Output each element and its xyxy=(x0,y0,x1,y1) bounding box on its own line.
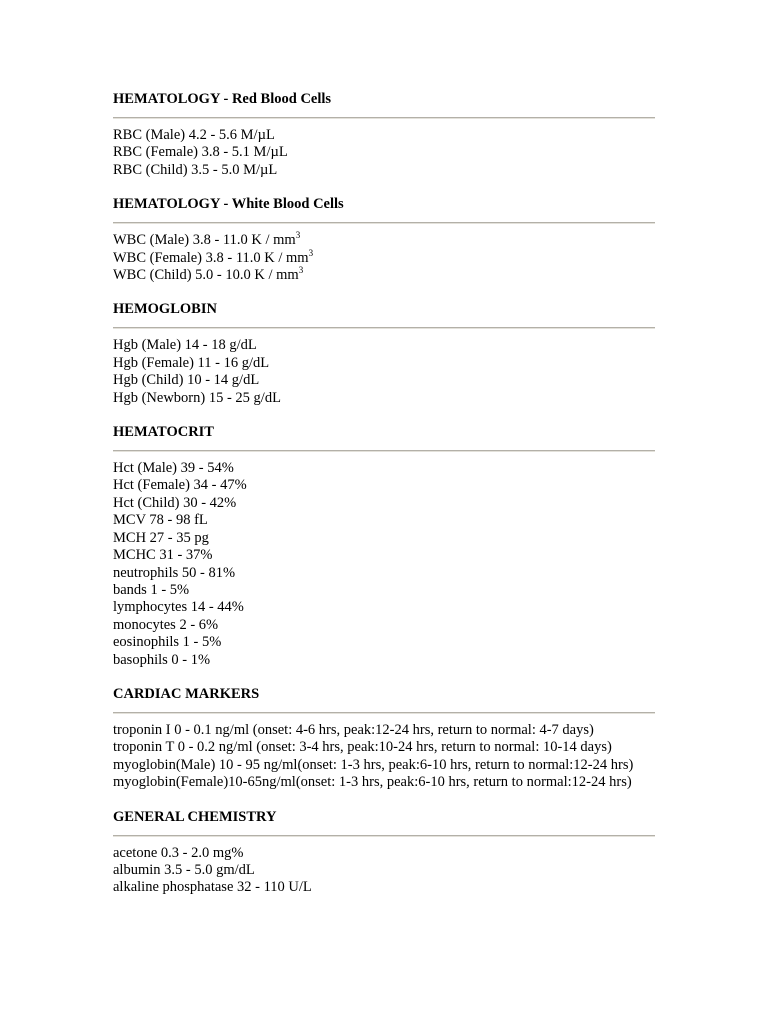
section-divider xyxy=(113,450,655,452)
document-page xyxy=(113,90,655,913)
reference-range-text: alkaline phosphatase 32 - 110 U/L xyxy=(113,879,312,896)
reference-range-text: WBC (Female) 3.8 - 11.0 K / mm xyxy=(113,249,309,266)
reference-range-text: Hgb (Male) 14 - 18 g/dL xyxy=(113,337,257,354)
list-item xyxy=(113,774,655,791)
reference-range-text: RBC (Male) 4.2 - 5.6 M/µL xyxy=(113,127,275,143)
section-title: HEMATOLOGY - White Blood Cells xyxy=(113,196,344,213)
list-item xyxy=(113,495,655,512)
value-list xyxy=(113,127,655,179)
section-title: GENERAL CHEMISTRY xyxy=(113,808,277,825)
reference-range-text: albumin 3.5 - 5.0 gm/dL xyxy=(113,861,255,878)
value-list xyxy=(113,232,655,284)
list-item xyxy=(113,162,655,179)
list-item xyxy=(113,617,655,634)
list-item xyxy=(113,247,655,267)
reference-range-text: MCH 27 - 35 pg xyxy=(113,529,209,546)
list-item xyxy=(113,582,655,599)
value-list xyxy=(113,460,655,669)
reference-range-text: Hct (Female) 34 - 47% xyxy=(113,477,247,494)
list-item xyxy=(113,722,655,739)
reference-range-text: lymphocytes 14 - 44% xyxy=(113,599,244,616)
reference-range-text: RBC (Child) 3.5 - 5.0 M/µL xyxy=(113,161,278,178)
value-list xyxy=(113,337,655,407)
reference-range-text: Hgb (Child) 10 - 14 g/dL xyxy=(113,372,260,389)
section xyxy=(113,808,655,897)
unit-superscript: 3 xyxy=(308,247,314,258)
list-item xyxy=(113,355,655,372)
reference-range-text: RBC (Female) 3.8 - 5.1 M/µL xyxy=(113,144,288,161)
list-item xyxy=(113,530,655,547)
reference-range-text: myoglobin(Female)10-65ng/ml(onset: 1-3 hrs, peak:6-10 hrs, return to normal:12-24 hrs) xyxy=(113,774,632,791)
reference-range-text: bands 1 - 5% xyxy=(113,581,190,598)
section-title: HEMATOLOGY - Red Blood Cells xyxy=(113,91,332,107)
section-divider xyxy=(113,712,655,714)
section xyxy=(113,300,655,407)
list-item xyxy=(113,512,655,529)
reference-range-text: monocytes 2 - 6% xyxy=(113,616,219,633)
unit-superscript: 3 xyxy=(298,265,304,276)
list-item xyxy=(113,460,655,477)
value-list xyxy=(113,845,655,897)
reference-range-text: WBC (Male) 3.8 - 11.0 K / mm xyxy=(113,232,296,249)
section-title: HEMATOCRIT xyxy=(113,424,214,441)
reference-range-text: basophils 0 - 1% xyxy=(113,651,211,668)
list-item xyxy=(113,477,655,494)
reference-range-text: Hgb (Newborn) 15 - 25 g/dL xyxy=(113,389,281,406)
list-item xyxy=(113,757,655,774)
list-item xyxy=(113,565,655,582)
reference-range-text: acetone 0.3 - 2.0 mg% xyxy=(113,844,244,861)
reference-range-text: MCV 78 - 98 fL xyxy=(113,512,208,529)
section-divider xyxy=(113,327,655,329)
reference-range-text: troponin T 0 - 0.2 ng/ml (onset: 3-4 hrs, peak:10-24 hrs, return to normal: 10-14 days) xyxy=(113,739,612,756)
list-item xyxy=(113,372,655,389)
list-item xyxy=(113,879,655,896)
value-list xyxy=(113,722,655,792)
list-item xyxy=(113,634,655,651)
list-item xyxy=(113,599,655,616)
section-divider xyxy=(113,222,655,224)
unit-superscript: 3 xyxy=(295,230,301,241)
section xyxy=(113,423,655,669)
list-item xyxy=(113,739,655,756)
section-divider xyxy=(113,835,655,837)
reference-range-text: Hct (Male) 39 - 54% xyxy=(113,460,234,477)
reference-range-text: eosinophils 1 - 5% xyxy=(113,634,222,651)
section xyxy=(113,685,655,792)
list-item xyxy=(113,845,655,862)
reference-range-text: MCHC 31 - 37% xyxy=(113,547,213,564)
list-item xyxy=(113,862,655,879)
list-item xyxy=(113,232,655,249)
list-item xyxy=(113,144,655,161)
list-item xyxy=(113,652,655,669)
section-title: HEMOGLOBIN xyxy=(113,301,217,318)
reference-range-text: myoglobin(Male) 10 - 95 ng/ml(onset: 1-3 hrs, peak:6-10 hrs, return to normal:12-24 hrs) xyxy=(113,756,634,773)
list-item xyxy=(113,337,655,354)
reference-range-text: Hgb (Female) 11 - 16 g/dL xyxy=(113,354,270,371)
section-title: CARDIAC MARKERS xyxy=(113,685,260,702)
reference-range-text: WBC (Child) 5.0 - 10.0 K / mm xyxy=(113,267,299,284)
reference-range-text: troponin I 0 - 0.1 ng/ml (onset: 4-6 hrs, peak:12-24 hrs, return to normal: 4-7 days) xyxy=(113,721,594,738)
reference-range-text: Hct (Child) 30 - 42% xyxy=(113,494,237,511)
section xyxy=(113,90,655,179)
list-item xyxy=(113,267,655,284)
list-item xyxy=(113,547,655,564)
section xyxy=(113,195,655,284)
list-item xyxy=(113,390,655,407)
section-divider xyxy=(113,117,655,119)
reference-range-text: neutrophils 50 - 81% xyxy=(113,564,236,581)
list-item xyxy=(113,127,655,144)
